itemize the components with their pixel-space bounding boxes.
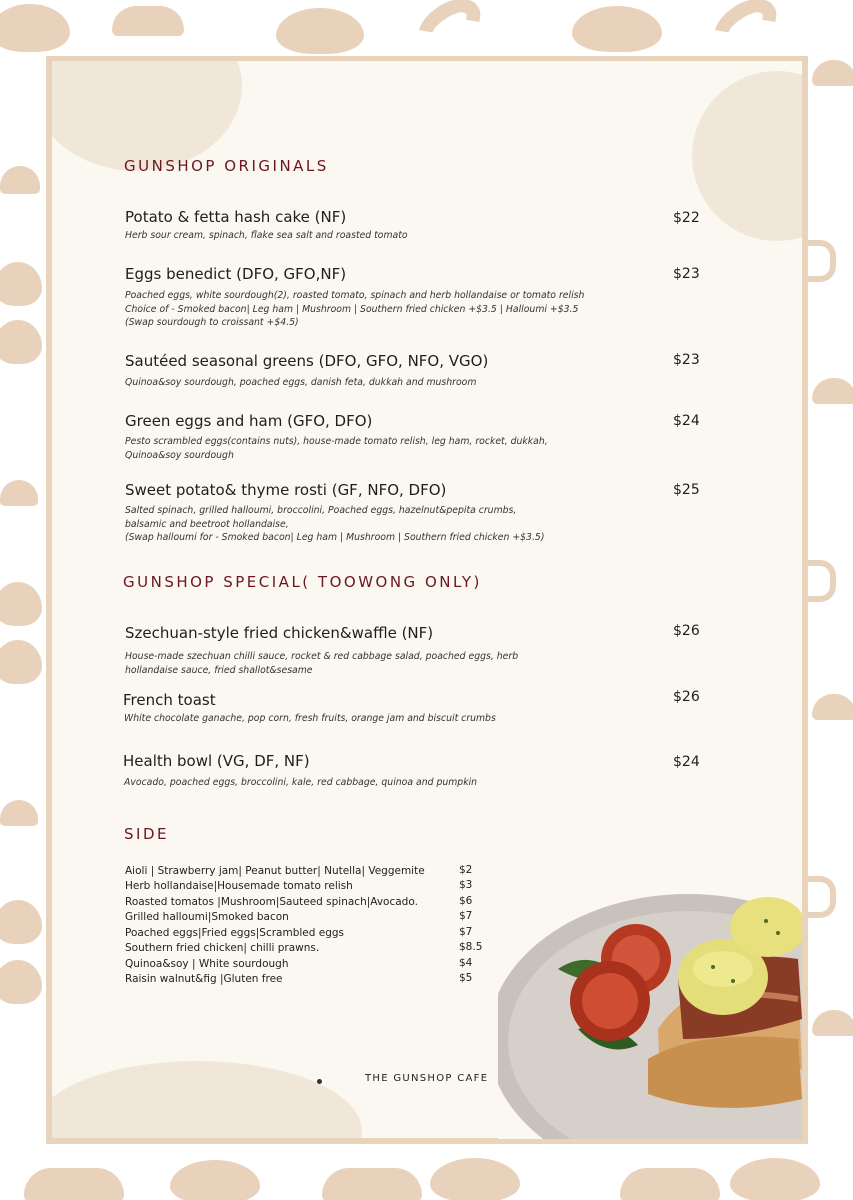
loaf-icon [812, 378, 853, 404]
description-line: Pesto scrambled eggs(contains nuts), house-made tomato relish, leg ham, rocket, dukkah, [125, 436, 548, 447]
croissant-icon [408, 0, 491, 64]
eggs-benedict-photo [498, 889, 802, 1139]
side-item-price: $7 [459, 910, 473, 922]
description-line: Poached eggs, white sourdough(2), roasted tomato, spinach and herb hollandaise or tomato relish [125, 290, 585, 301]
menu-item-name: Green eggs and ham (GFO, DFO) [125, 412, 373, 430]
cup-icon [808, 240, 836, 282]
description-line: Avocado, poached eggs, broccolini, kale, red cabbage, quinoa and pumpkin [124, 777, 478, 788]
croissant-icon [0, 800, 38, 826]
menu-item-name: Eggs benedict (DFO, GFO,NF) [125, 265, 347, 283]
bread-icon [572, 6, 662, 52]
bread-icon [0, 640, 42, 684]
menu-item-description [124, 776, 644, 790]
loaf-icon [322, 1168, 422, 1200]
loaf-icon [24, 1168, 124, 1200]
toast-icon [0, 900, 42, 944]
croissant-icon [704, 0, 787, 64]
bread-icon [170, 1160, 260, 1200]
description-line: Choice of - Smoked bacon| Leg ham | Mushroom | Southern fried chicken +$3.5 | Halloumi +$3.5 [125, 303, 579, 315]
loaf-icon [112, 6, 184, 36]
description-line: balsamic and beetroot hollandaise, [125, 518, 289, 530]
menu-item-price: $22 [673, 210, 700, 226]
menu-item-description [125, 229, 645, 243]
side-item-name: Southern fried chicken| chilli prawns. [125, 942, 320, 954]
description-line: (Swap sourdough to croissant +$4.5) [125, 317, 299, 329]
toast-icon [0, 582, 42, 626]
bread-icon [430, 1158, 520, 1200]
loaf-icon [620, 1168, 720, 1200]
menu-item-description [125, 376, 645, 390]
menu-item-description [124, 712, 644, 726]
side-item-price: $5 [459, 972, 473, 984]
loaf-icon [812, 60, 853, 86]
menu-item-price: $25 [673, 482, 700, 498]
decorative-blob [52, 61, 242, 171]
menu-item-name: Health bowl (VG, DF, NF) [123, 752, 310, 770]
description-line: Herb sour cream, spinach, flake sea salt and roasted tomato [125, 230, 408, 241]
description-line: (Swap halloumi for - Smoked bacon| Leg ham | Mushroom | Southern fried chicken +$3.5) [125, 532, 545, 544]
menu-item-name: Sautéed seasonal greens (DFO, GFO, NFO, VGO) [125, 352, 489, 370]
side-item-name: Quinoa&soy | White sourdough [125, 958, 289, 970]
menu-item-name: French toast [123, 691, 216, 709]
side-item-name: Herb hollandaise|Housemade tomato relish [125, 880, 353, 892]
side-item-price: $7 [459, 926, 473, 938]
side-item-price: $4 [459, 957, 473, 969]
footer-dot [317, 1079, 322, 1084]
bread-icon [276, 8, 364, 54]
menu-item-description [125, 504, 645, 545]
menu-item-price: $26 [673, 689, 700, 705]
menu-item-name: Szechuan-style fried chicken&waffle (NF) [125, 624, 434, 642]
decorative-blob [692, 71, 802, 241]
side-item-name: Grilled halloumi|Smoked bacon [125, 911, 289, 923]
description-line: Quinoa&soy sourdough [125, 449, 234, 461]
side-item-name: Raisin walnut&fig |Gluten free [125, 973, 283, 985]
croissant-icon [0, 480, 38, 506]
cup-icon [808, 876, 836, 918]
description-line: White chocolate ganache, pop corn, fresh fruits, orange jam and biscuit crumbs [124, 713, 496, 724]
side-item-price: $3 [459, 879, 473, 891]
cafe-name-footer: THE GUNSHOP CAFE [365, 1073, 489, 1084]
side-item-name: Poached eggs|Fried eggs|Scrambled eggs [125, 927, 344, 939]
menu-item-price: $26 [673, 623, 700, 639]
side-item-price: $6 [459, 895, 473, 907]
side-item-price: $8.5 [459, 941, 483, 953]
description-line: House-made szechuan chilli sauce, rocket & red cabbage salad, poached eggs, herb [125, 651, 519, 662]
menu-item-name: Potato & fetta hash cake (NF) [125, 208, 347, 226]
bread-icon [0, 320, 42, 364]
side-item-name: Aioli | Strawberry jam| Peanut butter| Nutella| Veggemite [125, 865, 425, 877]
menu-item-price: $24 [673, 754, 700, 770]
loaf-icon [812, 1010, 853, 1036]
description-line: Quinoa&soy sourdough, poached eggs, danish feta, dukkah and mushroom [125, 377, 477, 388]
menu-item-price: $23 [673, 266, 700, 282]
cup-icon [808, 560, 836, 602]
description-line: hollandaise sauce, fried shallot&sesame [125, 664, 313, 676]
menu-item-description [125, 435, 645, 462]
menu-item-description [125, 650, 645, 677]
section-title-special: GUNSHOP SPECIAL( TOOWONG ONLY) [123, 573, 482, 591]
toast-icon [0, 262, 42, 306]
section-title-side: SIDE [124, 825, 169, 843]
food-plate-illustration [498, 889, 802, 1139]
bread-icon [0, 960, 42, 1004]
side-item-price: $2 [459, 864, 473, 876]
menu-item-price: $23 [673, 352, 700, 368]
menu-item-price: $24 [673, 413, 700, 429]
description-line: Salted spinach, grilled halloumi, broccolini, Poached eggs, hazelnut&pepita crumbs, [125, 505, 517, 516]
decorative-blob [52, 1061, 362, 1138]
section-title-originals: GUNSHOP ORIGINALS [124, 157, 329, 175]
bread-icon [0, 4, 70, 52]
bread-icon [730, 1158, 820, 1200]
side-item-name: Roasted tomatos |Mushroom|Sauteed spinach|Avocado. [125, 896, 418, 908]
croissant-icon [0, 166, 40, 194]
menu-item-description [125, 289, 645, 330]
menu-item-name: Sweet potato& thyme rosti (GF, NFO, DFO) [125, 481, 447, 499]
loaf-icon [812, 694, 853, 720]
